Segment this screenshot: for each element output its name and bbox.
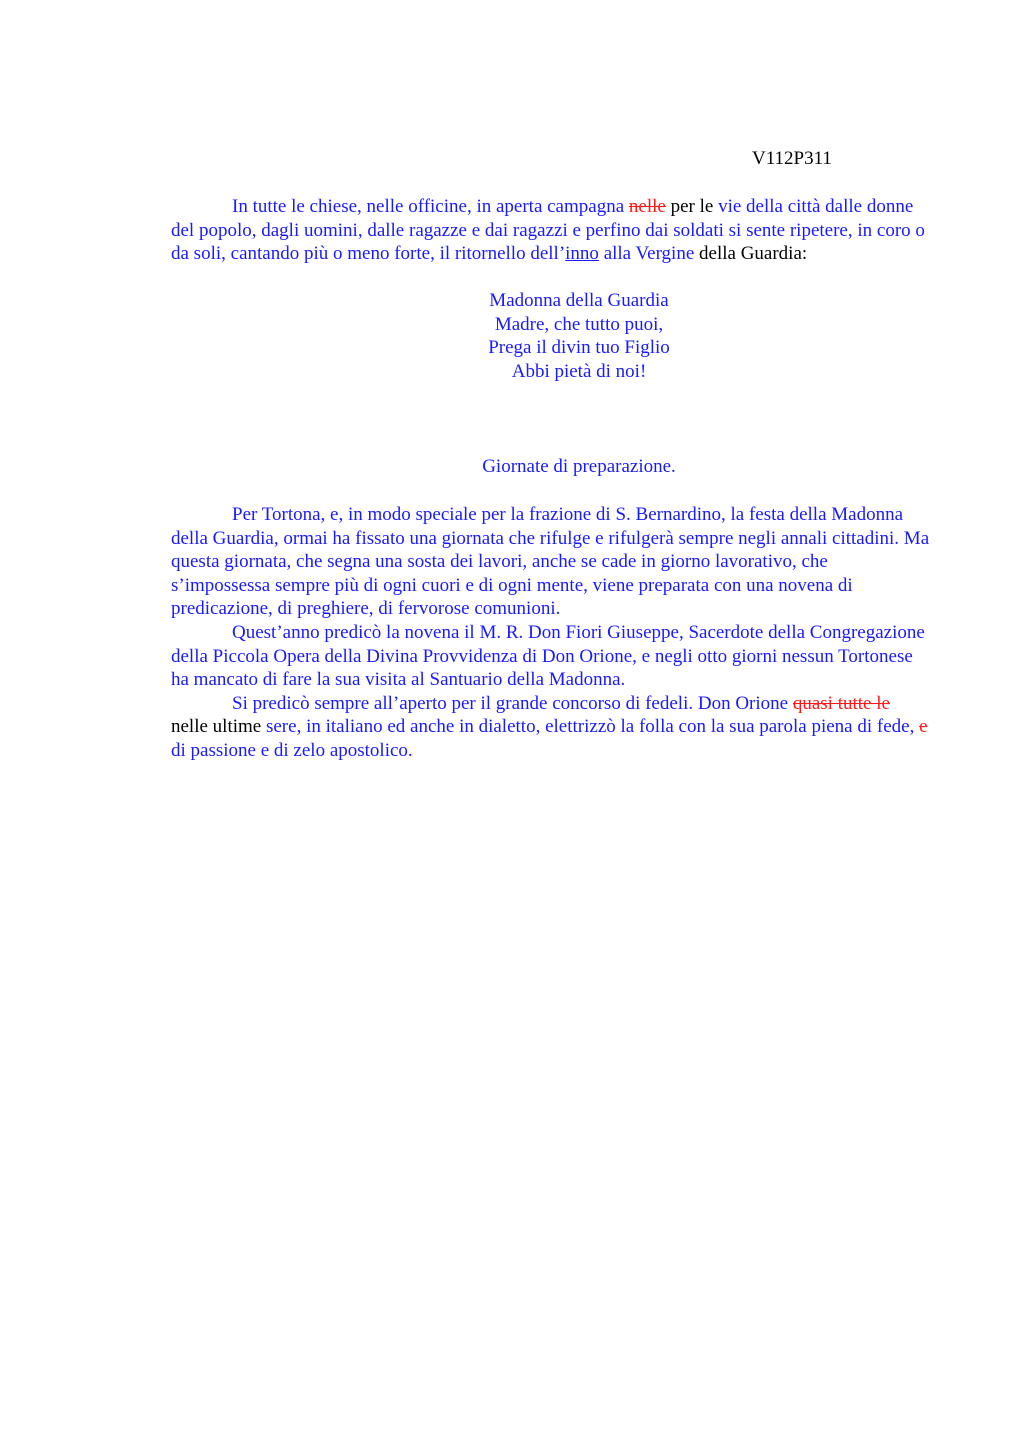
- intro-text-2: vie della città dalle donne del popolo, dagli uomini, dalle ragazze e dai ragazzi e perfino dai soldati si sente ripetere, in coro o da soli, cantando più o meno forte, il ritornello dell’: [171, 196, 925, 265]
- hymn-line: Prega il divin tuo Figlio: [488, 337, 670, 359]
- underlined-inno: inno: [565, 243, 599, 265]
- body-paragraph-2: Quest’anno predicò la novena il M. R. Don Fiori Giuseppe, Sacerdote della Congregazione della Piccola Opera della Divina Provvidenza di Don Orione, e negli otto giorni nessun Tortonese ha mancato di fare la sua visita al Santuario della Madonna.: [171, 621, 925, 691]
- deleted-e: e: [919, 716, 928, 738]
- inserted-nelle-ultime: nelle ultime: [171, 716, 262, 738]
- body-paragraph-3: [171, 692, 931, 763]
- para3-text-2: sere, in italiano ed anche in dialetto, elettrizzò la folla con la sua parola piena di fede,: [261, 716, 920, 738]
- body-paragraph-1: Per Tortona, e, in modo speciale per la frazione di S. Bernardino, la festa della Madonna della Guardia, ormai ha fissato una giornata che rifulge e rifulgerà sempre negli annali cittadini. Ma questa giornata, che segna una sosta dei lavori, anche se cade in giorno lavorativo, che s’impossessa sempre più di ogni cuori e di ogni mente, viene preparata con una novena di predicazione, di preghiere, di fervorose comunioni.: [171, 504, 930, 620]
- deleted-word-nelle: nelle: [628, 196, 666, 217]
- section-title: Giornate di preparazione.: [482, 456, 676, 477]
- inserted-per-le: per le: [665, 196, 714, 217]
- inserted-della-guardia: della Guardia:: [694, 243, 808, 265]
- para3-text-1: Si predicò sempre all’aperto per il grande concorso di fedeli. Don Orione: [232, 692, 793, 714]
- page-code: V112P311: [752, 148, 832, 169]
- hymn-verse: [171, 289, 987, 383]
- intro-block: [171, 195, 931, 266]
- hymn-line: Abbi pietà di noi!: [511, 360, 647, 382]
- body-block: [171, 503, 931, 763]
- intro-paragraph: [171, 195, 931, 266]
- hymn-line: Madre, che tutto puoi,: [494, 313, 664, 335]
- hymn-line: Madonna della Guardia: [489, 290, 669, 311]
- para3-text-3: di passione e di zelo apostolico.: [171, 739, 413, 761]
- deleted-quasi-tutte-le: quasi tutte le: [792, 692, 890, 714]
- intro-text-3: alla Vergine: [598, 243, 695, 265]
- intro-text-1: In tutte le chiese, nelle officine, in aperta campagna: [232, 196, 629, 217]
